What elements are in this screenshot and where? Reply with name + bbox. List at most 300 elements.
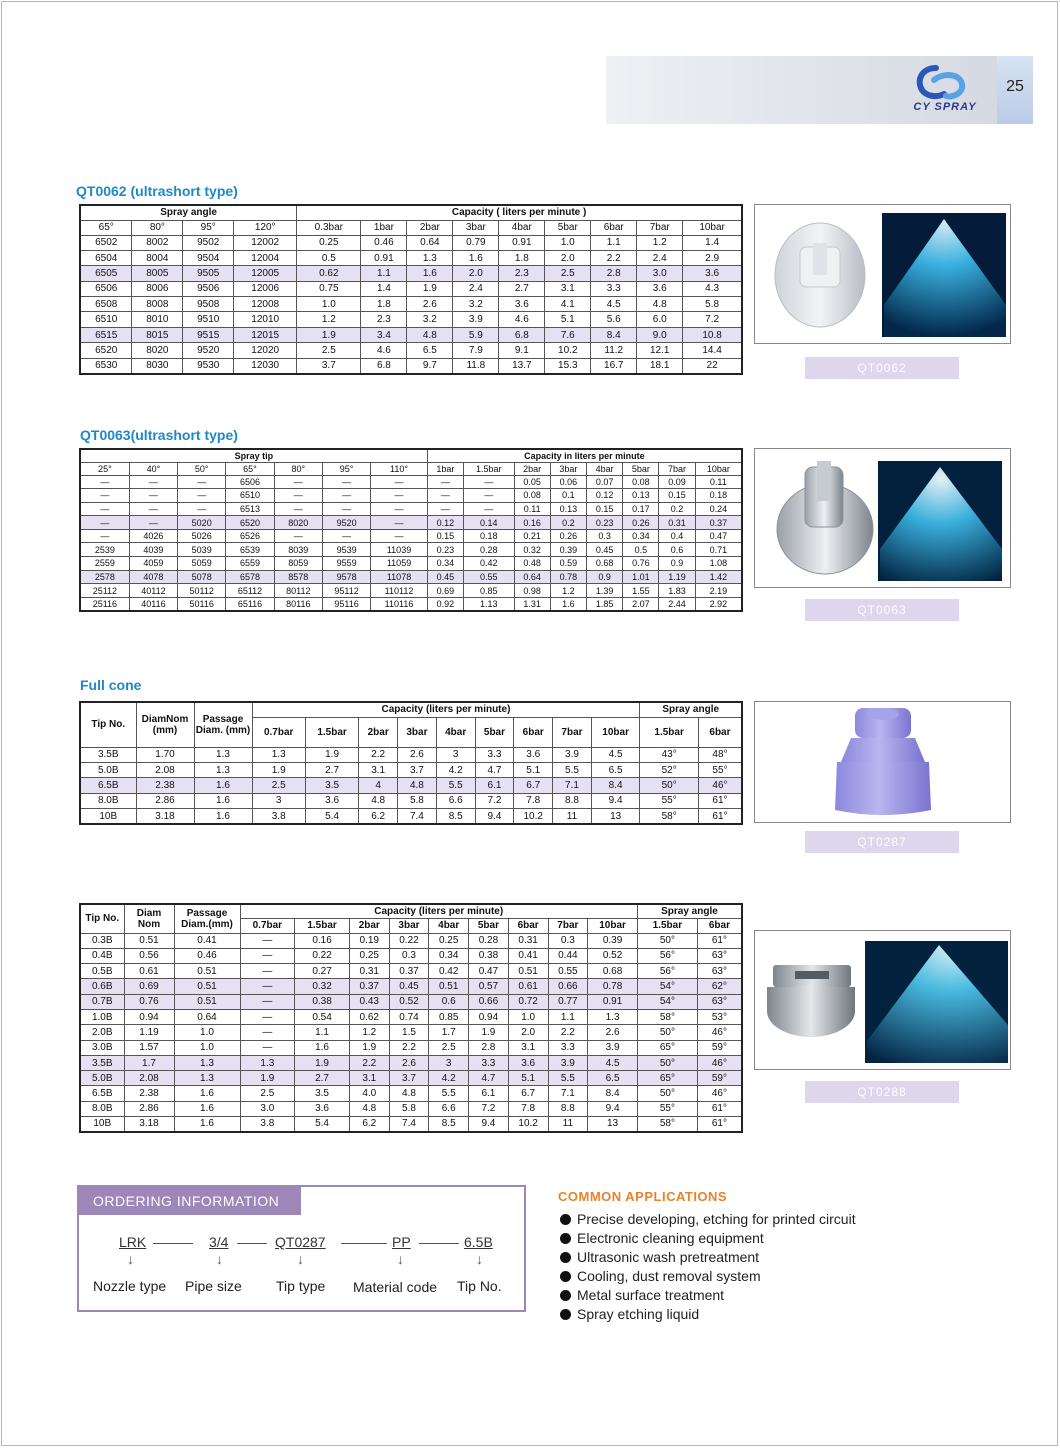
table-cell: 15.3 <box>545 358 591 373</box>
column-header: 40° <box>129 462 177 475</box>
table-cell: 0.12 <box>587 489 623 503</box>
table-cell: 59° <box>697 1071 742 1086</box>
table-cell: 0.45 <box>427 570 463 584</box>
table-cell: 0.68 <box>588 964 638 979</box>
table-cell: 1.1 <box>361 266 407 281</box>
table-cell: 4.3 <box>683 281 742 296</box>
table-cell: — <box>80 475 129 489</box>
column-header: 7bar <box>553 717 592 747</box>
table-cell: 3.7 <box>389 1071 429 1086</box>
table-cell: 0.23 <box>587 516 623 530</box>
table-cell: 5.1 <box>545 312 591 327</box>
table-cell: 0.71 <box>695 543 742 557</box>
column-header: 25° <box>80 462 129 475</box>
table-cell: 0.1 <box>550 489 586 503</box>
column-header: 1.5bar <box>295 918 350 933</box>
column-header: 1bar <box>361 220 407 235</box>
table-cell: 7.9 <box>453 343 499 358</box>
table-cell: 10.8 <box>683 327 742 342</box>
table-cell: 4.7 <box>469 1071 509 1086</box>
qt0063-photo <box>754 448 1011 588</box>
table-cell: 1.31 <box>514 597 550 611</box>
table-cell: — <box>427 502 463 516</box>
table-cell: 0.13 <box>623 489 659 503</box>
table-cell: 61° <box>697 933 742 948</box>
table-cell: — <box>274 502 322 516</box>
table-cell: 56° <box>637 948 697 963</box>
passage-diam-header: Passage Diam.(mm) <box>174 904 240 933</box>
table-cell: 6.7 <box>514 778 553 793</box>
table-cell: 0.72 <box>508 994 548 1009</box>
table-cell: 1.83 <box>659 584 695 598</box>
table-cell: 1.8 <box>361 297 407 312</box>
table-cell: 7.4 <box>398 809 437 824</box>
table-cell: 8002 <box>132 235 183 250</box>
table-row <box>80 516 742 530</box>
table-cell: 0.48 <box>514 557 550 571</box>
table-cell: 50° <box>637 1025 697 1040</box>
table-cell: 5.1 <box>508 1071 548 1086</box>
table-cell: 0.2 <box>550 516 586 530</box>
table-cell: 1.4 <box>683 235 742 250</box>
code-tip-type: QT0287 <box>275 1234 326 1250</box>
table-cell: 12004 <box>234 250 297 265</box>
spray-angle-header: Spray angle <box>640 702 742 717</box>
table-cell: 0.14 <box>464 516 515 530</box>
table-cell: 9.4 <box>591 793 640 808</box>
table-row <box>80 778 742 793</box>
table-cell: 0.91 <box>588 994 638 1009</box>
table-cell: 6505 <box>80 266 132 281</box>
table-cell: 0.19 <box>349 933 389 948</box>
table-cell: — <box>427 475 463 489</box>
qt0288-photo <box>754 930 1011 1070</box>
table-cell: 1.6 <box>194 793 252 808</box>
table-cell: 40116 <box>129 597 177 611</box>
table-cell: 0.94 <box>124 1009 174 1024</box>
table-cell: 0.5 <box>297 250 361 265</box>
table-cell: 1.5 <box>389 1025 429 1040</box>
table-cell: 3.0B <box>80 1040 124 1055</box>
table-cell: 1.19 <box>124 1025 174 1040</box>
table-cell: 0.55 <box>464 570 515 584</box>
table-cell: 2.2 <box>349 1055 389 1070</box>
bullet-icon <box>560 1309 571 1320</box>
table-cell: 3.3 <box>469 1055 509 1070</box>
table-cell: 46° <box>697 1055 742 1070</box>
table-cell: 0.22 <box>295 948 350 963</box>
table-cell: 80116 <box>274 597 322 611</box>
table-cell: — <box>240 994 295 1009</box>
bullet-icon <box>560 1290 571 1301</box>
table-cell: 5.4 <box>305 809 358 824</box>
table-cell: 0.37 <box>695 516 742 530</box>
qt0062-title: QT0062 (ultrashort type) <box>76 183 238 199</box>
column-header: 1bar <box>427 462 463 475</box>
table-cell: 7.8 <box>508 1101 548 1116</box>
table-cell: — <box>322 529 370 543</box>
table-cell: 0.66 <box>469 994 509 1009</box>
table-row <box>80 489 742 503</box>
table-cell: 5.0B <box>80 1071 124 1086</box>
column-header: 1.5bar <box>464 462 515 475</box>
table-cell: 63° <box>697 948 742 963</box>
table-cell: 0.12 <box>427 516 463 530</box>
table-cell: 2.2 <box>548 1025 588 1040</box>
table-cell: 5.6 <box>591 312 637 327</box>
table-cell: 3.3 <box>548 1040 588 1055</box>
column-header: 80° <box>132 220 183 235</box>
table-cell: 4.8 <box>407 327 453 342</box>
table-cell: 61° <box>698 809 742 824</box>
table-cell: 1.0 <box>545 235 591 250</box>
table-cell: 4.8 <box>389 1086 429 1101</box>
qt0063-nozzle-image <box>755 449 1012 589</box>
table-cell: 0.51 <box>174 964 240 979</box>
tip-no-header: Tip No. <box>80 904 124 933</box>
table-cell: 1.1 <box>295 1025 350 1040</box>
table-cell: 9.4 <box>475 809 514 824</box>
column-header: 5bar <box>623 462 659 475</box>
diam-nom-header: DiamNom (mm) <box>136 702 194 747</box>
table-cell: 3.3 <box>475 747 514 762</box>
table-cell: 6.1 <box>475 778 514 793</box>
column-header: 6bar <box>591 220 637 235</box>
table-cell: 110116 <box>371 597 428 611</box>
table-cell: 2.5 <box>240 1086 295 1101</box>
table-cell: 6.6 <box>436 793 475 808</box>
dash <box>419 1243 459 1244</box>
column-header: 10bar <box>695 462 742 475</box>
applications-list <box>560 1210 856 1324</box>
table-cell: 0.32 <box>295 979 350 994</box>
table-cell: 9.1 <box>499 343 545 358</box>
label-material-code: Material code <box>353 1279 438 1295</box>
table-row <box>80 502 742 516</box>
table-cell: 4.5 <box>591 297 637 312</box>
table-cell: 58° <box>637 1117 697 1132</box>
dash <box>341 1243 387 1244</box>
table-cell: 0.3 <box>548 933 588 948</box>
table-cell: 3.8 <box>252 809 305 824</box>
table-cell: 0.25 <box>297 235 361 250</box>
column-header: 0.7bar <box>252 717 305 747</box>
table-cell: 80112 <box>274 584 322 598</box>
table-cell: 4.7 <box>475 762 514 777</box>
table-cell: 11059 <box>371 557 428 571</box>
table-cell: 5.0B <box>80 762 136 777</box>
table-cell: 8.0B <box>80 1101 124 1116</box>
table-cell: 56° <box>637 964 697 979</box>
table-cell: 25112 <box>80 584 129 598</box>
table-cell: 2.4 <box>453 281 499 296</box>
table-cell: 5.1 <box>514 762 553 777</box>
table-cell: 2.6 <box>407 297 453 312</box>
table-cell: 18.1 <box>637 358 683 373</box>
table-cell: 1.42 <box>695 570 742 584</box>
table-cell: 0.26 <box>623 516 659 530</box>
column-header: 0.7bar <box>240 918 295 933</box>
table-cell: 2.86 <box>136 793 194 808</box>
table-cell: 0.56 <box>124 948 174 963</box>
table-cell: 0.4 <box>659 529 695 543</box>
column-header: 6bar <box>514 717 553 747</box>
table-cell: 1.39 <box>587 584 623 598</box>
table-cell: 3.9 <box>453 312 499 327</box>
table-cell: 3.1 <box>545 281 591 296</box>
table-cell: 0.2 <box>659 502 695 516</box>
table-cell: 0.5B <box>80 964 124 979</box>
table-cell: 0.3 <box>587 529 623 543</box>
table-cell: 0.77 <box>548 994 588 1009</box>
table-cell: 2.38 <box>124 1086 174 1101</box>
table-cell: 3.18 <box>136 809 194 824</box>
column-header: 50° <box>178 462 226 475</box>
table-cell: 63° <box>697 964 742 979</box>
table-cell: 1.6 <box>550 597 586 611</box>
table-cell: 12008 <box>234 297 297 312</box>
table-cell: 0.41 <box>174 933 240 948</box>
table-cell: 2.19 <box>695 584 742 598</box>
arrow-down-icon: ↓ <box>397 1251 404 1267</box>
column-header: 6bar <box>508 918 548 933</box>
table-cell: 6504 <box>80 250 132 265</box>
table-cell: 0.55 <box>548 964 588 979</box>
table-cell: 3.7 <box>297 358 361 373</box>
table-row <box>80 994 742 1009</box>
table-cell: — <box>371 502 428 516</box>
table-cell: 2.9 <box>683 250 742 265</box>
table-cell: 7.2 <box>683 312 742 327</box>
table-cell: — <box>178 475 226 489</box>
qt0288-nozzle-image <box>755 931 1012 1071</box>
table-cell: 50116 <box>178 597 226 611</box>
table-cell: 0.5 <box>623 543 659 557</box>
table-cell: 2.6 <box>588 1025 638 1040</box>
table-cell: 0.21 <box>514 529 550 543</box>
table-cell: 3.8 <box>240 1117 295 1132</box>
table-row <box>80 979 742 994</box>
table-cell: 9.0 <box>637 327 683 342</box>
column-header: 7bar <box>548 918 588 933</box>
table-row <box>80 1025 742 1040</box>
bullet-icon <box>560 1271 571 1282</box>
table-cell: 4.8 <box>349 1101 389 1116</box>
table-cell: 0.18 <box>695 489 742 503</box>
table-cell: 3.5 <box>295 1086 350 1101</box>
table-cell: 3.6 <box>683 266 742 281</box>
table-cell: 12006 <box>234 281 297 296</box>
table-cell: — <box>240 933 295 948</box>
table-cell: 9510 <box>183 312 234 327</box>
table-cell: 9520 <box>183 343 234 358</box>
fullcone-title: Full cone <box>80 677 142 693</box>
table-cell: — <box>240 948 295 963</box>
table-cell: 2.5 <box>252 778 305 793</box>
table-cell: 3.5B <box>80 1055 124 1070</box>
table-cell: 5.8 <box>389 1101 429 1116</box>
table-cell: — <box>371 489 428 503</box>
table-cell: 1.6 <box>194 778 252 793</box>
table-cell: 0.68 <box>587 557 623 571</box>
table-cell: 1.3 <box>174 1071 240 1086</box>
table-cell: 8.4 <box>588 1086 638 1101</box>
table-cell: 7.6 <box>545 327 591 342</box>
qt0288-table <box>79 903 743 1133</box>
table-cell: — <box>371 516 428 530</box>
table-cell: 4 <box>359 778 398 793</box>
table-cell: 1.3 <box>174 1055 240 1070</box>
qt0287-photo <box>754 701 1011 823</box>
table-cell: 8004 <box>132 250 183 265</box>
column-header: 6bar <box>697 918 742 933</box>
table-cell: — <box>427 489 463 503</box>
table-cell: 9559 <box>322 557 370 571</box>
qt0062-nozzle-image <box>755 205 1012 345</box>
list-item: Precise developing, etching for printed circuit <box>560 1210 856 1229</box>
table-cell: 2.0 <box>508 1025 548 1040</box>
bullet-icon <box>560 1214 571 1225</box>
table-cell: 5.8 <box>683 297 742 312</box>
table-cell: 3.1 <box>359 762 398 777</box>
table-cell: 3.6 <box>637 281 683 296</box>
table-cell: 0.76 <box>623 557 659 571</box>
table-cell: 63° <box>697 994 742 1009</box>
table-cell: 55° <box>698 762 742 777</box>
table-cell: — <box>80 516 129 530</box>
table-cell: 2.92 <box>695 597 742 611</box>
table-row <box>80 297 742 312</box>
table-cell: 7.1 <box>548 1086 588 1101</box>
table-row <box>80 358 742 373</box>
table-cell: 1.6 <box>174 1117 240 1132</box>
table-cell: 5020 <box>178 516 226 530</box>
table-cell: 16.7 <box>591 358 637 373</box>
table-cell: 1.9 <box>252 762 305 777</box>
table-cell: 3.6 <box>508 1055 548 1070</box>
table-cell: 7.8 <box>514 793 553 808</box>
table-cell: 8015 <box>132 327 183 342</box>
table-cell: 10.2 <box>514 809 553 824</box>
qt0063-table <box>79 448 743 612</box>
table-cell: 2.7 <box>499 281 545 296</box>
table-cell: 11.2 <box>591 343 637 358</box>
table-cell: 40112 <box>129 584 177 598</box>
column-header: 120° <box>234 220 297 235</box>
table-cell: 1.01 <box>623 570 659 584</box>
table-cell: 0.9 <box>587 570 623 584</box>
arrow-down-icon: ↓ <box>297 1251 304 1267</box>
table-cell: 110112 <box>371 584 428 598</box>
list-item: Spray etching liquid <box>560 1305 856 1324</box>
table-cell: 0.51 <box>124 933 174 948</box>
table-cell: 6.8 <box>499 327 545 342</box>
table-cell: 54° <box>637 979 697 994</box>
list-item: Ultrasonic wash pretreatment <box>560 1248 856 1267</box>
table-cell: 0.24 <box>695 502 742 516</box>
table-cell: 3 <box>429 1055 469 1070</box>
table-cell: 2559 <box>80 557 129 571</box>
table-cell: 1.70 <box>136 747 194 762</box>
table-cell: 2.7 <box>305 762 358 777</box>
table-cell: 0.37 <box>389 964 429 979</box>
table-cell: 3.7 <box>398 762 437 777</box>
table-cell: 25116 <box>80 597 129 611</box>
table-cell: 0.47 <box>469 964 509 979</box>
table-cell: 5.8 <box>398 793 437 808</box>
table-cell: 52° <box>640 762 699 777</box>
table-cell: 0.25 <box>349 948 389 963</box>
table-cell: 0.26 <box>550 529 586 543</box>
table-cell: 46° <box>697 1086 742 1101</box>
table-cell: 0.54 <box>295 1009 350 1024</box>
table-cell: 0.66 <box>548 979 588 994</box>
table-cell: 0.06 <box>550 475 586 489</box>
table-row <box>80 933 742 948</box>
table-cell: — <box>274 489 322 503</box>
table-cell: 59° <box>697 1040 742 1055</box>
table-cell: 4.8 <box>637 297 683 312</box>
fullcone-table <box>79 701 743 825</box>
table-cell: 6.8 <box>361 358 407 373</box>
table-cell: 9505 <box>183 266 234 281</box>
table-cell: 62° <box>697 979 742 994</box>
table-cell: 2.86 <box>124 1101 174 1116</box>
table-cell: 2.2 <box>591 250 637 265</box>
code-nozzle-type: LRK <box>119 1234 147 1250</box>
label-tip-type: Tip type <box>276 1278 326 1294</box>
table-row <box>80 529 742 543</box>
table-cell: 1.0 <box>297 297 361 312</box>
table-cell: 50112 <box>178 584 226 598</box>
arrow-down-icon: ↓ <box>127 1251 134 1267</box>
capacity-header: Capacity in liters per minute <box>427 449 742 462</box>
table-cell: 0.94 <box>469 1009 509 1024</box>
table-cell: 4.5 <box>588 1055 638 1070</box>
table-cell: 2.6 <box>389 1055 429 1070</box>
table-cell: 1.13 <box>464 597 515 611</box>
table-cell: 9.7 <box>407 358 453 373</box>
table-cell: 12005 <box>234 266 297 281</box>
table-cell: 8.8 <box>553 793 592 808</box>
table-cell: 1.9 <box>349 1040 389 1055</box>
table-row <box>80 793 742 808</box>
column-header: 2bar <box>349 918 389 933</box>
column-header: 2bar <box>359 717 398 747</box>
table-row <box>80 747 742 762</box>
column-header: 5bar <box>545 220 591 235</box>
table-cell: — <box>129 516 177 530</box>
table-cell: 2.6 <box>398 747 437 762</box>
table-cell: 0.31 <box>508 933 548 948</box>
list-item: Metal surface treatment <box>560 1286 856 1305</box>
table-cell: 2.4 <box>637 250 683 265</box>
capacity-header: Capacity (liters per minute) <box>252 702 640 717</box>
column-header: 0.3bar <box>297 220 361 235</box>
table-cell: 0.39 <box>588 933 638 948</box>
table-cell: — <box>464 502 515 516</box>
column-header: 2bar <box>407 220 453 235</box>
bullet-icon <box>560 1252 571 1263</box>
table-cell: 8.8 <box>548 1101 588 1116</box>
table-cell: 0.52 <box>389 994 429 1009</box>
table-row <box>80 570 742 584</box>
table-cell: — <box>240 979 295 994</box>
table-cell: 0.27 <box>295 964 350 979</box>
table-cell: 4.8 <box>398 778 437 793</box>
column-header: 80° <box>274 462 322 475</box>
table-cell: 1.2 <box>349 1025 389 1040</box>
